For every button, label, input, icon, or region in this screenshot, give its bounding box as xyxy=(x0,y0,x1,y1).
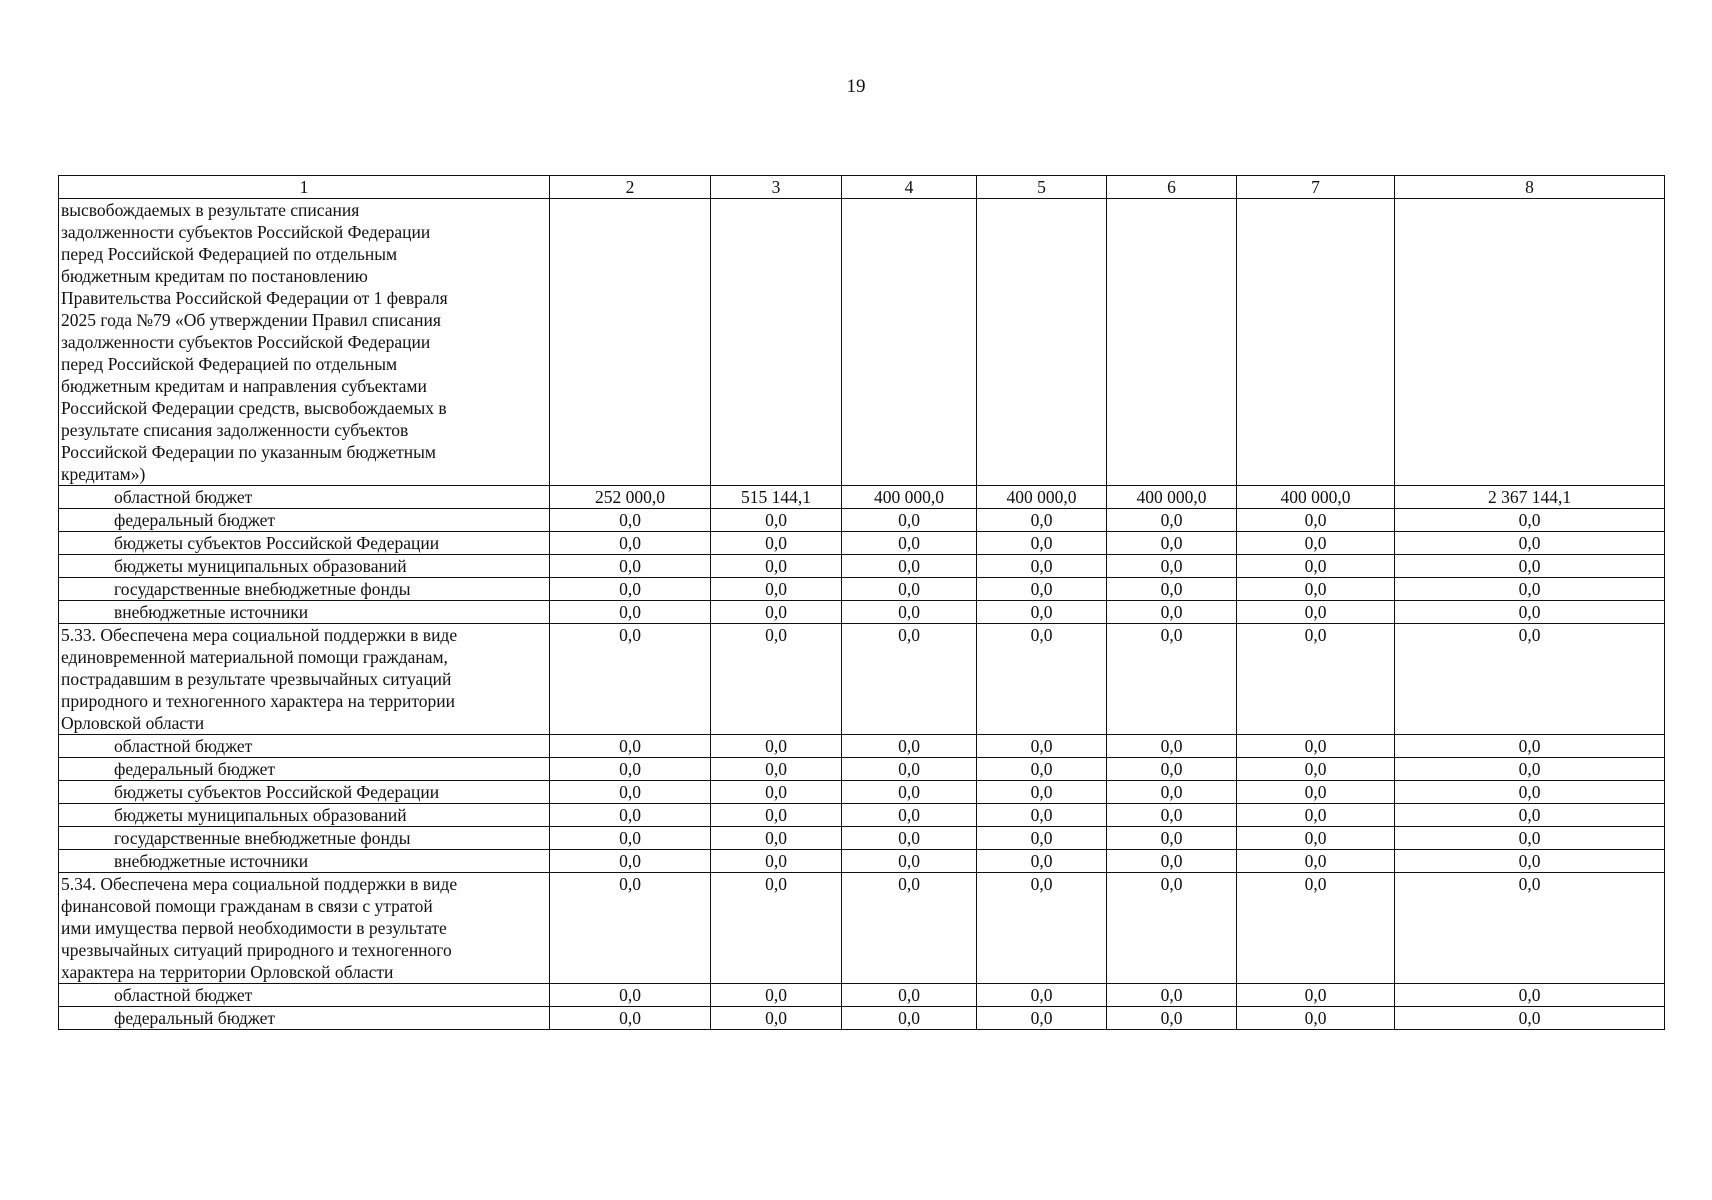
source-value-cell: 0,0 xyxy=(711,781,842,804)
source-value-cell: 0,0 xyxy=(550,984,711,1007)
source-value-cell: 0,0 xyxy=(1107,984,1237,1007)
measure-title-line: задолженности субъектов Российской Федерации xyxy=(61,332,431,352)
measure-title-line: Российской Федерации средств, высвобождаемых в xyxy=(61,398,447,418)
measure-title xyxy=(59,624,550,735)
source-value-cell: 0,0 xyxy=(1237,804,1395,827)
source-value-cell: 0,0 xyxy=(842,850,977,873)
source-row xyxy=(59,758,1665,781)
measure-title-line: Российской Федерации по указанным бюджетным xyxy=(61,442,436,462)
measure-title-line: результате списания задолженности субъектов xyxy=(61,420,409,440)
measure-title-line: природного и техногенного характера на территории xyxy=(61,691,456,711)
source-value-cell: 0,0 xyxy=(842,1007,977,1030)
source-value-cell: 0,0 xyxy=(977,758,1107,781)
source-value-cell: 0,0 xyxy=(1395,601,1665,624)
source-row xyxy=(59,850,1665,873)
source-name: внебюджетные источники xyxy=(59,601,550,624)
column-number-row xyxy=(59,176,1665,199)
source-value-cell: 0,0 xyxy=(1237,984,1395,1007)
source-value-cell: 0,0 xyxy=(1237,827,1395,850)
measure-title-line: финансовой помощи гражданам в связи с утратой xyxy=(61,896,433,916)
measure-title-line: 5.34. Обеспечена мера социальной поддержки в виде xyxy=(61,874,458,894)
source-value-cell: 0,0 xyxy=(1107,804,1237,827)
source-name: бюджеты субъектов Российской Федерации xyxy=(59,781,550,804)
source-value-cell: 0,0 xyxy=(1107,578,1237,601)
column-number: 4 xyxy=(842,176,977,199)
source-value-cell: 0,0 xyxy=(842,509,977,532)
source-value-cell: 0,0 xyxy=(977,509,1107,532)
source-value-cell: 0,0 xyxy=(550,735,711,758)
measure-title-line: бюджетным кредитам по постановлению xyxy=(61,266,368,286)
measure-title-line: бюджетным кредитам и направления субъектами xyxy=(61,376,427,396)
source-value-cell: 0,0 xyxy=(1395,735,1665,758)
measure-value-cell: 0,0 xyxy=(1107,873,1237,984)
measure-title xyxy=(59,199,550,486)
page-number: 19 xyxy=(846,76,866,97)
source-value-cell: 0,0 xyxy=(977,804,1107,827)
source-name: областной бюджет xyxy=(59,735,550,758)
source-value-cell: 0,0 xyxy=(1395,781,1665,804)
measure-value-cell: 0,0 xyxy=(1395,873,1665,984)
source-value-cell: 0,0 xyxy=(1237,578,1395,601)
source-name: бюджеты муниципальных образований xyxy=(59,555,550,578)
source-row xyxy=(59,804,1665,827)
source-name: федеральный бюджет xyxy=(59,1007,550,1030)
column-number: 7 xyxy=(1237,176,1395,199)
column-number: 8 xyxy=(1395,176,1665,199)
source-value-cell: 0,0 xyxy=(977,578,1107,601)
source-value-cell: 400 000,0 xyxy=(842,486,977,509)
source-name: государственные внебюджетные фонды xyxy=(59,578,550,601)
source-value-cell: 0,0 xyxy=(977,532,1107,555)
source-value-cell: 0,0 xyxy=(711,735,842,758)
source-value-cell: 0,0 xyxy=(842,827,977,850)
source-name: бюджеты муниципальных образований xyxy=(59,804,550,827)
measure-value-cell: 0,0 xyxy=(550,624,711,735)
source-value-cell: 0,0 xyxy=(1107,781,1237,804)
source-value-cell: 0,0 xyxy=(550,601,711,624)
source-value-cell: 0,0 xyxy=(1395,827,1665,850)
column-number: 6 xyxy=(1107,176,1237,199)
measure-value-cell: 0,0 xyxy=(711,624,842,735)
measure-title-line: характера на территории Орловской области xyxy=(61,962,394,982)
source-row xyxy=(59,486,1665,509)
measure-title xyxy=(59,873,550,984)
source-value-cell: 0,0 xyxy=(1237,532,1395,555)
source-value-cell: 0,0 xyxy=(711,532,842,555)
source-value-cell: 0,0 xyxy=(711,601,842,624)
measure-value-cell xyxy=(1395,199,1665,486)
source-value-cell: 0,0 xyxy=(711,827,842,850)
source-value-cell: 400 000,0 xyxy=(1107,486,1237,509)
source-value-cell: 0,0 xyxy=(1107,601,1237,624)
source-value-cell: 400 000,0 xyxy=(1237,486,1395,509)
source-value-cell: 0,0 xyxy=(711,509,842,532)
source-value-cell: 0,0 xyxy=(1237,509,1395,532)
source-value-cell: 0,0 xyxy=(1107,532,1237,555)
source-value-cell: 0,0 xyxy=(842,758,977,781)
source-value-cell: 0,0 xyxy=(711,984,842,1007)
source-value-cell: 0,0 xyxy=(1395,555,1665,578)
measure-row xyxy=(59,873,1665,984)
source-value-cell: 0,0 xyxy=(550,578,711,601)
measure-title-line: Правительства Российской Федерации от 1 февраля xyxy=(61,288,448,308)
measure-row xyxy=(59,199,1665,486)
column-number: 2 xyxy=(550,176,711,199)
source-value-cell: 0,0 xyxy=(977,1007,1107,1030)
measure-title-line: единовременной материальной помощи гражданам, xyxy=(61,647,448,667)
measure-title-line: 2025 года №79 «Об утверждении Правил списания xyxy=(61,310,441,330)
source-name: государственные внебюджетные фонды xyxy=(59,827,550,850)
source-value-cell: 0,0 xyxy=(1107,1007,1237,1030)
budget-table xyxy=(58,175,1665,1030)
measure-title-line: кредитам») xyxy=(61,464,146,484)
source-value-cell: 0,0 xyxy=(1107,850,1237,873)
source-name: внебюджетные источники xyxy=(59,850,550,873)
source-value-cell: 0,0 xyxy=(1107,735,1237,758)
source-value-cell: 0,0 xyxy=(550,850,711,873)
source-row xyxy=(59,827,1665,850)
source-value-cell: 0,0 xyxy=(977,827,1107,850)
measure-value-cell: 0,0 xyxy=(550,873,711,984)
source-row xyxy=(59,555,1665,578)
measure-value-cell: 0,0 xyxy=(1237,624,1395,735)
source-value-cell: 0,0 xyxy=(1395,804,1665,827)
table-body xyxy=(59,199,1665,1030)
source-row xyxy=(59,984,1665,1007)
measure-value-cell xyxy=(842,199,977,486)
source-value-cell: 0,0 xyxy=(842,578,977,601)
source-value-cell: 0,0 xyxy=(550,758,711,781)
measure-value-cell: 0,0 xyxy=(842,873,977,984)
source-value-cell: 0,0 xyxy=(1237,601,1395,624)
source-value-cell: 252 000,0 xyxy=(550,486,711,509)
source-value-cell: 0,0 xyxy=(1107,758,1237,781)
column-number: 1 xyxy=(59,176,550,199)
source-value-cell: 0,0 xyxy=(550,532,711,555)
measure-row xyxy=(59,624,1665,735)
source-value-cell: 0,0 xyxy=(1237,1007,1395,1030)
measure-title-line: перед Российской Федерацией по отдельным xyxy=(61,244,398,264)
source-value-cell: 2 367 144,1 xyxy=(1395,486,1665,509)
source-value-cell: 0,0 xyxy=(550,827,711,850)
measure-value-cell: 0,0 xyxy=(977,873,1107,984)
source-value-cell: 0,0 xyxy=(842,984,977,1007)
measure-title-line: перед Российской Федерацией по отдельным xyxy=(61,354,398,374)
measure-title-line: высвобождаемых в результате списания xyxy=(61,200,360,220)
source-value-cell: 0,0 xyxy=(1395,1007,1665,1030)
source-value-cell: 0,0 xyxy=(1107,509,1237,532)
source-value-cell: 0,0 xyxy=(842,601,977,624)
measure-value-cell xyxy=(550,199,711,486)
source-value-cell: 0,0 xyxy=(842,735,977,758)
measure-title-line: ими имущества первой необходимости в результате xyxy=(61,918,447,938)
source-value-cell: 0,0 xyxy=(550,1007,711,1030)
source-value-cell: 0,0 xyxy=(977,984,1107,1007)
source-value-cell: 0,0 xyxy=(1395,532,1665,555)
source-value-cell: 0,0 xyxy=(1237,555,1395,578)
measure-value-cell xyxy=(977,199,1107,486)
source-value-cell: 0,0 xyxy=(1395,984,1665,1007)
source-value-cell: 0,0 xyxy=(977,735,1107,758)
column-number: 5 xyxy=(977,176,1107,199)
source-value-cell: 515 144,1 xyxy=(711,486,842,509)
source-value-cell: 0,0 xyxy=(1395,758,1665,781)
source-value-cell: 0,0 xyxy=(1107,555,1237,578)
measure-value-cell xyxy=(1107,199,1237,486)
source-value-cell: 0,0 xyxy=(711,850,842,873)
source-name: бюджеты субъектов Российской Федерации xyxy=(59,532,550,555)
source-value-cell: 0,0 xyxy=(977,850,1107,873)
source-value-cell: 0,0 xyxy=(550,781,711,804)
source-value-cell: 0,0 xyxy=(1107,827,1237,850)
source-value-cell: 0,0 xyxy=(550,555,711,578)
measure-title-line: чрезвычайных ситуаций природного и техногенного xyxy=(61,940,452,960)
source-value-cell: 0,0 xyxy=(1395,509,1665,532)
measure-value-cell xyxy=(1237,199,1395,486)
source-value-cell: 0,0 xyxy=(1237,781,1395,804)
source-value-cell: 0,0 xyxy=(550,804,711,827)
source-value-cell: 0,0 xyxy=(711,804,842,827)
column-number: 3 xyxy=(711,176,842,199)
source-row xyxy=(59,578,1665,601)
source-value-cell: 0,0 xyxy=(842,781,977,804)
source-value-cell: 0,0 xyxy=(1395,850,1665,873)
source-value-cell: 0,0 xyxy=(842,532,977,555)
measure-value-cell xyxy=(711,199,842,486)
source-value-cell: 0,0 xyxy=(1237,850,1395,873)
source-row xyxy=(59,532,1665,555)
source-value-cell: 0,0 xyxy=(1237,758,1395,781)
source-value-cell: 0,0 xyxy=(977,601,1107,624)
source-name: областной бюджет xyxy=(59,984,550,1007)
measure-value-cell: 0,0 xyxy=(842,624,977,735)
measure-title-line: Орловской области xyxy=(61,713,205,733)
source-value-cell: 0,0 xyxy=(1395,578,1665,601)
source-name: федеральный бюджет xyxy=(59,758,550,781)
source-value-cell: 0,0 xyxy=(842,555,977,578)
measure-title-line: задолженности субъектов Российской Федерации xyxy=(61,222,431,242)
measure-title-line: пострадавшим в результате чрезвычайных ситуаций xyxy=(61,669,452,689)
source-value-cell: 0,0 xyxy=(977,781,1107,804)
source-value-cell: 0,0 xyxy=(550,509,711,532)
measure-value-cell: 0,0 xyxy=(977,624,1107,735)
source-row xyxy=(59,735,1665,758)
source-value-cell: 400 000,0 xyxy=(977,486,1107,509)
measure-value-cell: 0,0 xyxy=(1395,624,1665,735)
source-name: областной бюджет xyxy=(59,486,550,509)
measure-value-cell: 0,0 xyxy=(1237,873,1395,984)
source-value-cell: 0,0 xyxy=(1237,735,1395,758)
source-value-cell: 0,0 xyxy=(977,555,1107,578)
source-row xyxy=(59,601,1665,624)
measure-value-cell: 0,0 xyxy=(1107,624,1237,735)
source-value-cell: 0,0 xyxy=(711,555,842,578)
source-value-cell: 0,0 xyxy=(711,578,842,601)
source-row xyxy=(59,1007,1665,1030)
source-value-cell: 0,0 xyxy=(711,758,842,781)
source-value-cell: 0,0 xyxy=(842,804,977,827)
source-name: федеральный бюджет xyxy=(59,509,550,532)
source-row xyxy=(59,509,1665,532)
measure-title-line: 5.33. Обеспечена мера социальной поддержки в виде xyxy=(61,625,458,645)
source-value-cell: 0,0 xyxy=(711,1007,842,1030)
measure-value-cell: 0,0 xyxy=(711,873,842,984)
source-row xyxy=(59,781,1665,804)
